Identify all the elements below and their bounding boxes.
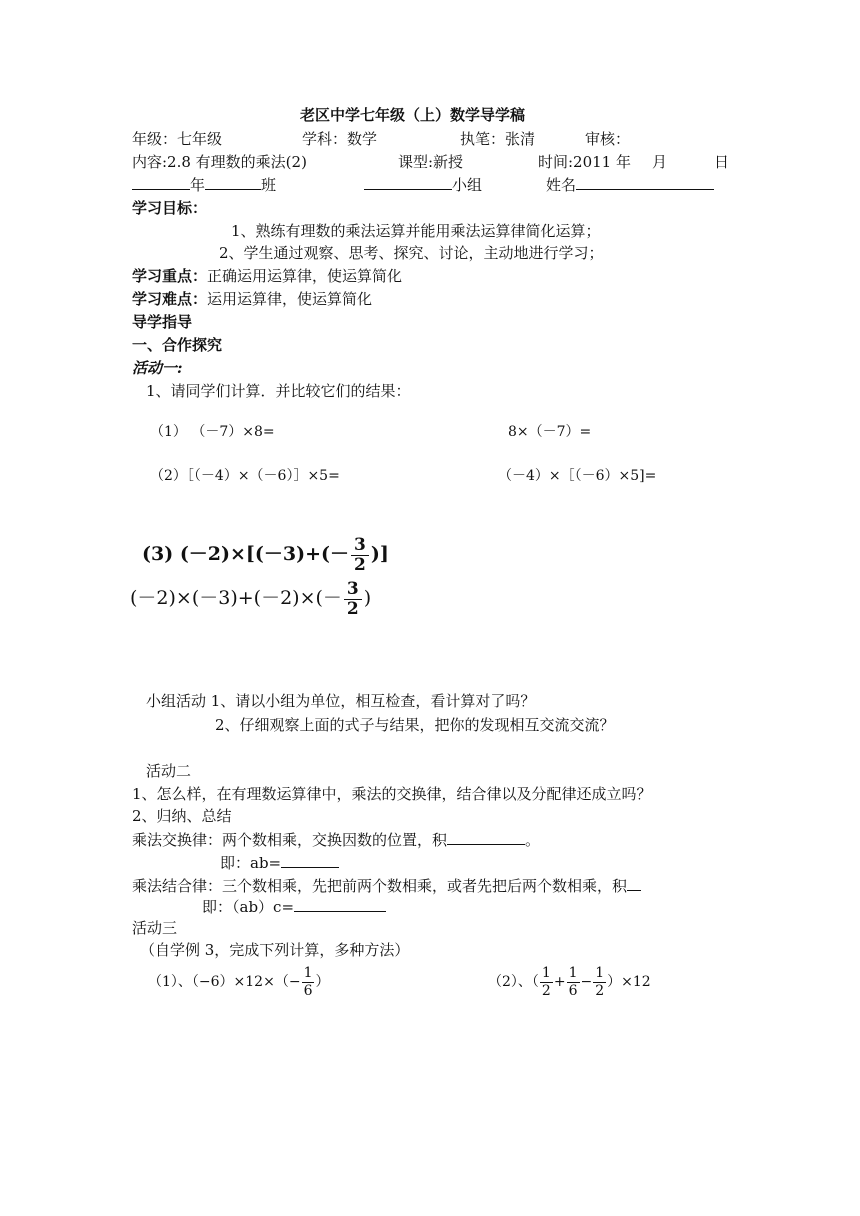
question-1-left: （1） （－7）×8=	[150, 424, 275, 440]
goal-item-1: 1、熟练有理数的乘法运算并能用乘法运算律简化运算；	[231, 222, 601, 240]
question-3-line-2-prefix: (－2)×(－3)+(－2)×(－	[130, 587, 342, 609]
fraction-numerator: 1	[595, 964, 605, 981]
difficulty-text: 运用运算律，使运算简化	[207, 290, 373, 308]
difficulty-label: 学习难点：	[132, 290, 208, 308]
exercise-2	[488, 962, 651, 1002]
guide-heading: 导学指导	[132, 313, 193, 331]
group-info	[364, 174, 482, 195]
author-label: 执笔：张清	[460, 130, 536, 148]
review-label: 审核：	[585, 130, 631, 148]
commutative-blank[interactable]	[447, 829, 525, 845]
key-point-label: 学习重点：	[132, 267, 208, 285]
plus-operator: +	[553, 974, 566, 990]
content-label: 内容:2.8 有理数的乘法(2)	[132, 153, 307, 171]
year-blank[interactable]	[132, 174, 190, 190]
subject-label: 学科：数学	[302, 130, 378, 148]
question-3-line-2	[130, 578, 371, 619]
key-point-row	[132, 266, 402, 286]
commutative-formula-text: 即：ab=	[220, 854, 282, 872]
time-label: 时间:2011 年	[538, 153, 631, 171]
associative-formula-text: 即：（ab）c=	[202, 898, 295, 916]
fraction-denominator: 2	[354, 554, 366, 575]
fraction	[351, 536, 369, 575]
fraction-denominator: 2	[541, 982, 551, 999]
activity-1-heading: 活动一:	[132, 359, 183, 377]
fraction	[344, 580, 362, 619]
fraction-numerator: 3	[344, 580, 362, 600]
class-blank[interactable]	[205, 174, 261, 190]
activity-3-note: （自学例 3，完成下列计算，多种方法）	[140, 941, 410, 959]
minus-operator: −	[580, 974, 593, 990]
activity-2-line-2: 2、归纳、总结	[132, 807, 232, 825]
associative-law-text: 乘法结合律：三个数相乘，先把前两个数相乘，或者先把后两个数相乘，积	[132, 877, 628, 895]
associative-formula-blank[interactable]	[294, 896, 386, 912]
exercise-2-suffix: ）×12	[607, 974, 651, 990]
fraction-numerator: 3	[351, 536, 369, 556]
commutative-law-text: 乘法交换律：两个数相乘，交换因数的位置，积	[132, 831, 448, 849]
day-label: 日	[714, 153, 730, 171]
question-3-line-1	[142, 534, 389, 575]
question-3-line-2-suffix: )	[363, 587, 372, 609]
section-1-heading: 一、合作探究	[132, 336, 223, 354]
associative-law	[132, 875, 641, 896]
question-2-left: （2）［（－4）×（－6）］×5=	[150, 468, 340, 484]
exercise-1-prefix: （1）、（−6）×12×（−	[148, 974, 301, 990]
fraction-numerator: 1	[568, 964, 578, 981]
activity-2-heading: 活动二	[146, 762, 192, 780]
commutative-formula	[220, 852, 339, 873]
question-3-line-1-suffix: )]	[370, 543, 389, 565]
exercise-2-prefix: （2）、（	[488, 974, 539, 990]
associative-formula	[202, 896, 386, 917]
commutative-formula-blank[interactable]	[281, 852, 339, 868]
page-title: 老区中学七年级（上）数学导学稿	[300, 106, 526, 124]
fraction-numerator: 1	[303, 964, 313, 981]
lesson-type-label: 课型:新授	[398, 153, 464, 171]
activity-1-instruction: 1、请同学们计算．并比较它们的结果：	[146, 382, 411, 400]
fraction	[593, 965, 606, 1000]
fraction	[540, 965, 553, 1000]
grade-label: 年级：七年级	[132, 130, 223, 148]
year-field-label: 年	[190, 176, 206, 194]
exercise-1	[148, 962, 329, 1002]
goal-item-2: 2、学生通过观察、思考、探究、讨论，主动地进行学习；	[219, 244, 604, 262]
fraction-denominator: 6	[568, 982, 578, 999]
fraction-numerator: 1	[541, 964, 551, 981]
fraction	[567, 965, 580, 1000]
associative-blank[interactable]	[627, 875, 641, 891]
commutative-law	[132, 829, 540, 850]
name-blank[interactable]	[576, 174, 714, 190]
fraction	[302, 965, 315, 1000]
name-field-label: 姓名	[546, 176, 577, 194]
group-field-label: 小组	[452, 176, 483, 194]
group-blank[interactable]	[364, 174, 452, 190]
fraction-denominator: 2	[346, 598, 359, 619]
exercise-1-suffix: ）	[315, 974, 330, 990]
name-info	[546, 174, 714, 195]
fraction-denominator: 6	[303, 982, 313, 999]
month-label: 月	[652, 153, 668, 171]
fraction-denominator: 2	[595, 982, 605, 999]
commutative-law-end: 。	[525, 831, 541, 849]
group-activity-line-2: 2、仔细观察上面的式子与结果，把你的发现相互交流交流？	[215, 716, 615, 734]
goals-heading: 学习目标：	[132, 199, 208, 217]
activity-2-line-1: 1、怎么样，在有理数运算律中，乘法的交换律，结合律以及分配律还成立吗？	[132, 785, 652, 803]
question-3-line-1-prefix: (3) (－2)×[(－3)+(－	[142, 543, 350, 565]
key-point-text: 正确运用运算律，使运算简化	[207, 267, 403, 285]
class-field-label: 班	[261, 176, 277, 194]
activity-3-heading: 活动三	[132, 919, 178, 937]
question-1-right: 8×（－7）=	[508, 424, 592, 440]
question-2-right: （－4）×［（－6）×5]=	[498, 468, 657, 484]
class-info-row	[132, 174, 276, 195]
group-activity-line-1: 小组活动 1、请以小组为单位，相互检查，看计算对了吗？	[146, 692, 536, 710]
difficulty-row	[132, 289, 372, 309]
